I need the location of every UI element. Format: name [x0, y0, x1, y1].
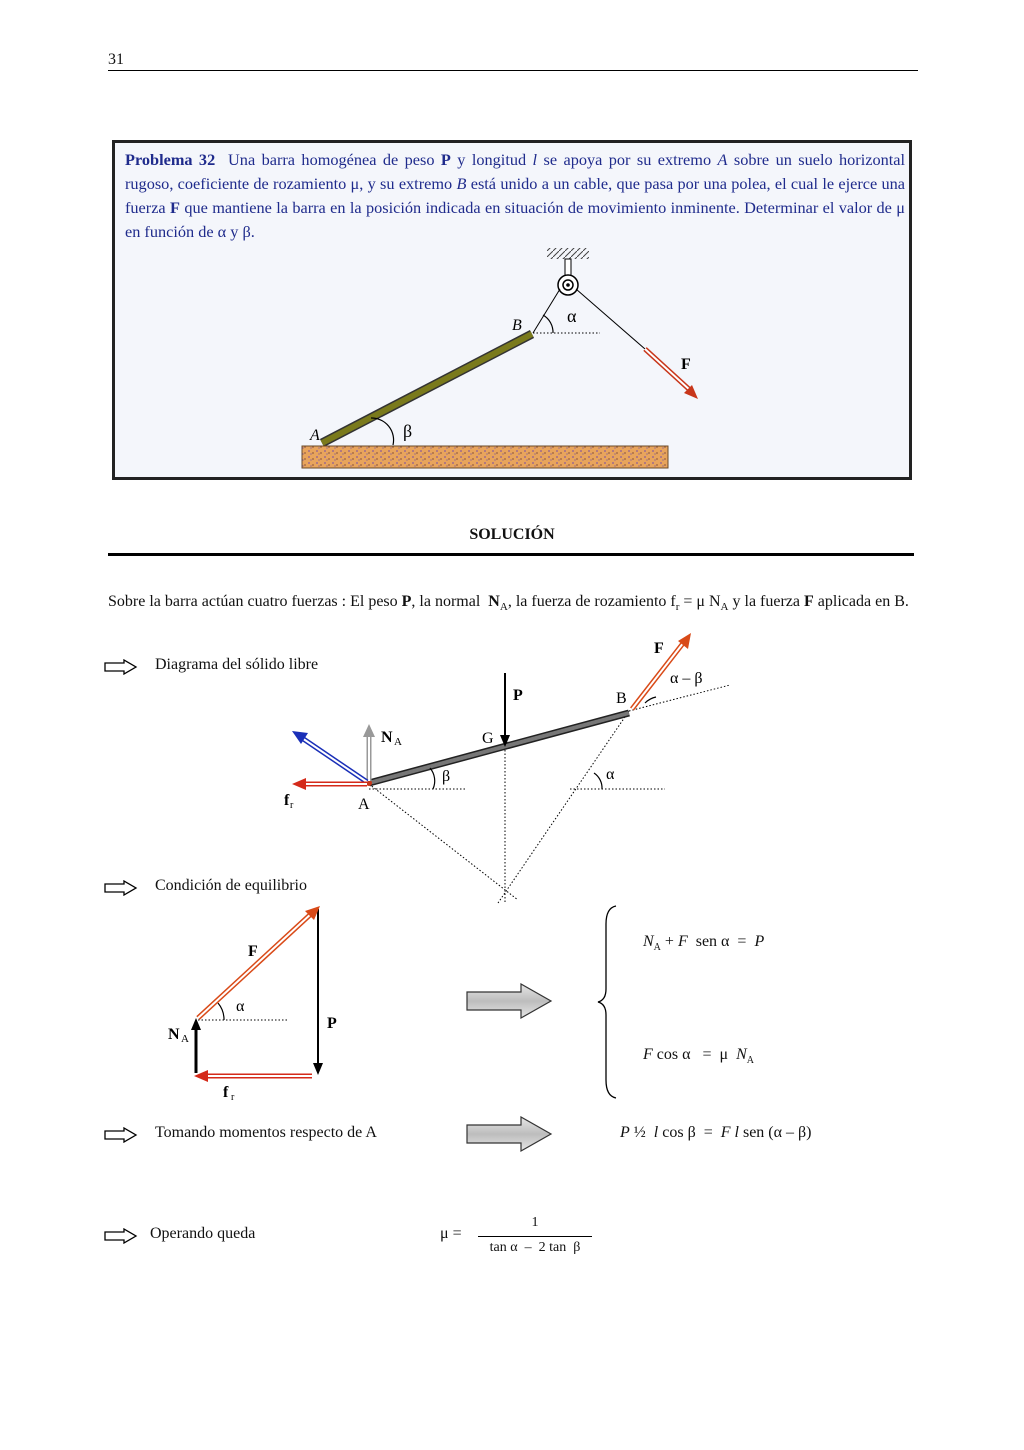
equation-vertical: [643, 933, 764, 953]
symbol-P: P: [401, 593, 412, 610]
label-alpha: α: [606, 766, 615, 783]
eq-symbol: F: [643, 1046, 653, 1063]
label-G: G: [482, 730, 494, 747]
solution-title: SOLUCIÓN: [469, 526, 555, 543]
para-text: = μ N: [679, 593, 721, 610]
alpha-label: α: [567, 306, 577, 326]
alpha-arc: [543, 315, 553, 333]
para-text: y la fuerza: [728, 593, 801, 610]
para-text: Sobre la barra actúan cuatro fuerzas : El peso: [108, 593, 398, 610]
pulley-axle: [566, 283, 570, 287]
eq-symbol: P: [754, 933, 765, 950]
label-f: f: [223, 1084, 229, 1101]
bullet-arrow-icon: [104, 880, 140, 896]
para-text: , la fuerza de rozamiento f: [507, 593, 676, 610]
label-A: A: [358, 796, 370, 813]
bullet-arrow-icon: [104, 1127, 140, 1143]
problem-label: Problema 32: [125, 150, 216, 169]
para-text: aplicada en B.: [817, 593, 909, 610]
beta-label: β: [403, 421, 413, 441]
alpha-arc: [594, 773, 602, 789]
page-number: 31: [108, 51, 124, 68]
problem-text: que mantiene la barra en la posición indicada en situación de movimiento inminente. Determinar el valor de μ en función de α y β.: [125, 198, 905, 241]
subscript: A: [499, 601, 508, 614]
label-B: B: [616, 690, 627, 707]
vector-P-head: [313, 1063, 323, 1075]
equation-moments: [620, 1124, 811, 1142]
label-A: A: [310, 427, 320, 444]
block-arrow-icon: [466, 1116, 554, 1154]
symbol-F: F: [804, 593, 814, 610]
label-B: B: [512, 317, 522, 334]
dotted-line: [629, 685, 730, 711]
symbol-A: A: [717, 150, 728, 169]
eq-text: cos β =: [658, 1124, 721, 1141]
label-f: f: [284, 792, 290, 809]
label-N-sub: A: [181, 1033, 189, 1045]
bar: [369, 713, 629, 783]
cable-to-B: [533, 289, 560, 333]
bullet-result: Operando queda: [150, 1225, 256, 1242]
force-NA-head: [363, 724, 375, 737]
symbol-B: B: [456, 174, 467, 193]
dotted-line: [369, 784, 518, 900]
ground: [302, 446, 668, 468]
symbol-P: P: [440, 150, 451, 169]
free-body-diagram: [270, 625, 740, 905]
fraction-bar: [478, 1236, 592, 1237]
alpha-arc: [218, 1003, 224, 1020]
eq-symbol: F: [720, 1124, 731, 1141]
eq-text: sen (α – β): [738, 1124, 812, 1141]
result-numerator: 1: [531, 1215, 539, 1230]
result-denominator: tan α – 2 tan β: [489, 1240, 581, 1255]
header-rule: [108, 70, 918, 71]
system-brace: [596, 904, 620, 1100]
problem-text: Una barra homogénea de peso: [228, 150, 435, 169]
problem-text: sobre un suelo horizontal rugoso, coeficiente de rozamiento μ, y su extremo: [125, 150, 906, 193]
eq-symbol: N: [643, 933, 654, 950]
force-triangle: [160, 895, 340, 1105]
pulley-support: [565, 259, 571, 275]
label-F: F: [654, 640, 664, 657]
subscript: A: [746, 1055, 754, 1067]
para-text: , la normal: [411, 593, 481, 610]
eq-symbol: P: [620, 1124, 630, 1141]
problem-box: [112, 140, 912, 480]
symbol-l: l: [532, 150, 538, 169]
label-f-sub: r: [290, 800, 294, 811]
angle-arc: [645, 697, 656, 703]
eq-text: cos α = μ: [652, 1046, 737, 1063]
eq-symbol: N: [736, 1046, 747, 1063]
label-N: N: [168, 1026, 180, 1043]
problem-text: se apoya por su extremo: [543, 150, 712, 169]
symbol-N: N: [488, 593, 500, 610]
bullet-free-body: Diagrama del sólido libre: [155, 656, 319, 673]
solution-rule: [108, 553, 914, 556]
bullet-equilibrium: Condición de equilibrio: [155, 877, 307, 894]
ceiling-hatch: [547, 248, 589, 259]
problem-figure: [115, 143, 915, 483]
eq-text: ½: [633, 1124, 646, 1141]
symbol-F: F: [170, 198, 180, 217]
subscript: r: [675, 601, 680, 614]
subscript: A: [653, 942, 661, 954]
beta-arc: [430, 768, 435, 789]
label-beta: β: [442, 768, 451, 785]
eq-symbol: l: [734, 1124, 739, 1141]
label-f-sub: r: [231, 1092, 235, 1103]
beta-arc: [371, 418, 394, 445]
bar: [322, 334, 532, 443]
eq-text: +: [660, 933, 678, 950]
cable-to-F: [576, 289, 645, 349]
label-alpha: α: [236, 998, 245, 1015]
subscript: A: [720, 601, 729, 614]
label-N: N: [381, 729, 393, 746]
bullet-moments: Tomando momentos respecto de A: [155, 1124, 377, 1141]
label-F: F: [681, 356, 691, 373]
result-mu: μ =: [440, 1225, 462, 1242]
problem-text: y longitud: [457, 150, 527, 169]
bullet-arrow-icon: [104, 659, 140, 675]
label-N-sub: A: [394, 736, 402, 748]
block-arrow-icon: [466, 983, 554, 1021]
eq-symbol: F: [677, 933, 688, 950]
equation-horizontal: [643, 1046, 754, 1066]
label-P: P: [513, 687, 523, 704]
label-alpha-minus-beta: α – β: [670, 670, 703, 687]
label-P: P: [327, 1015, 337, 1032]
force-R-inner: [302, 738, 367, 782]
eq-symbol: l: [653, 1124, 659, 1141]
eq-text: sen α =: [687, 933, 755, 950]
problem-text: está unido a un cable, que pasa por una polea, el cual le ejerce una fuerza: [125, 174, 905, 217]
bullet-arrow-icon: [104, 1228, 140, 1244]
vector-F-inner: [198, 913, 312, 1018]
label-F: F: [248, 943, 258, 960]
solution-paragraph: [108, 590, 918, 619]
force-fr-head: [292, 778, 306, 790]
